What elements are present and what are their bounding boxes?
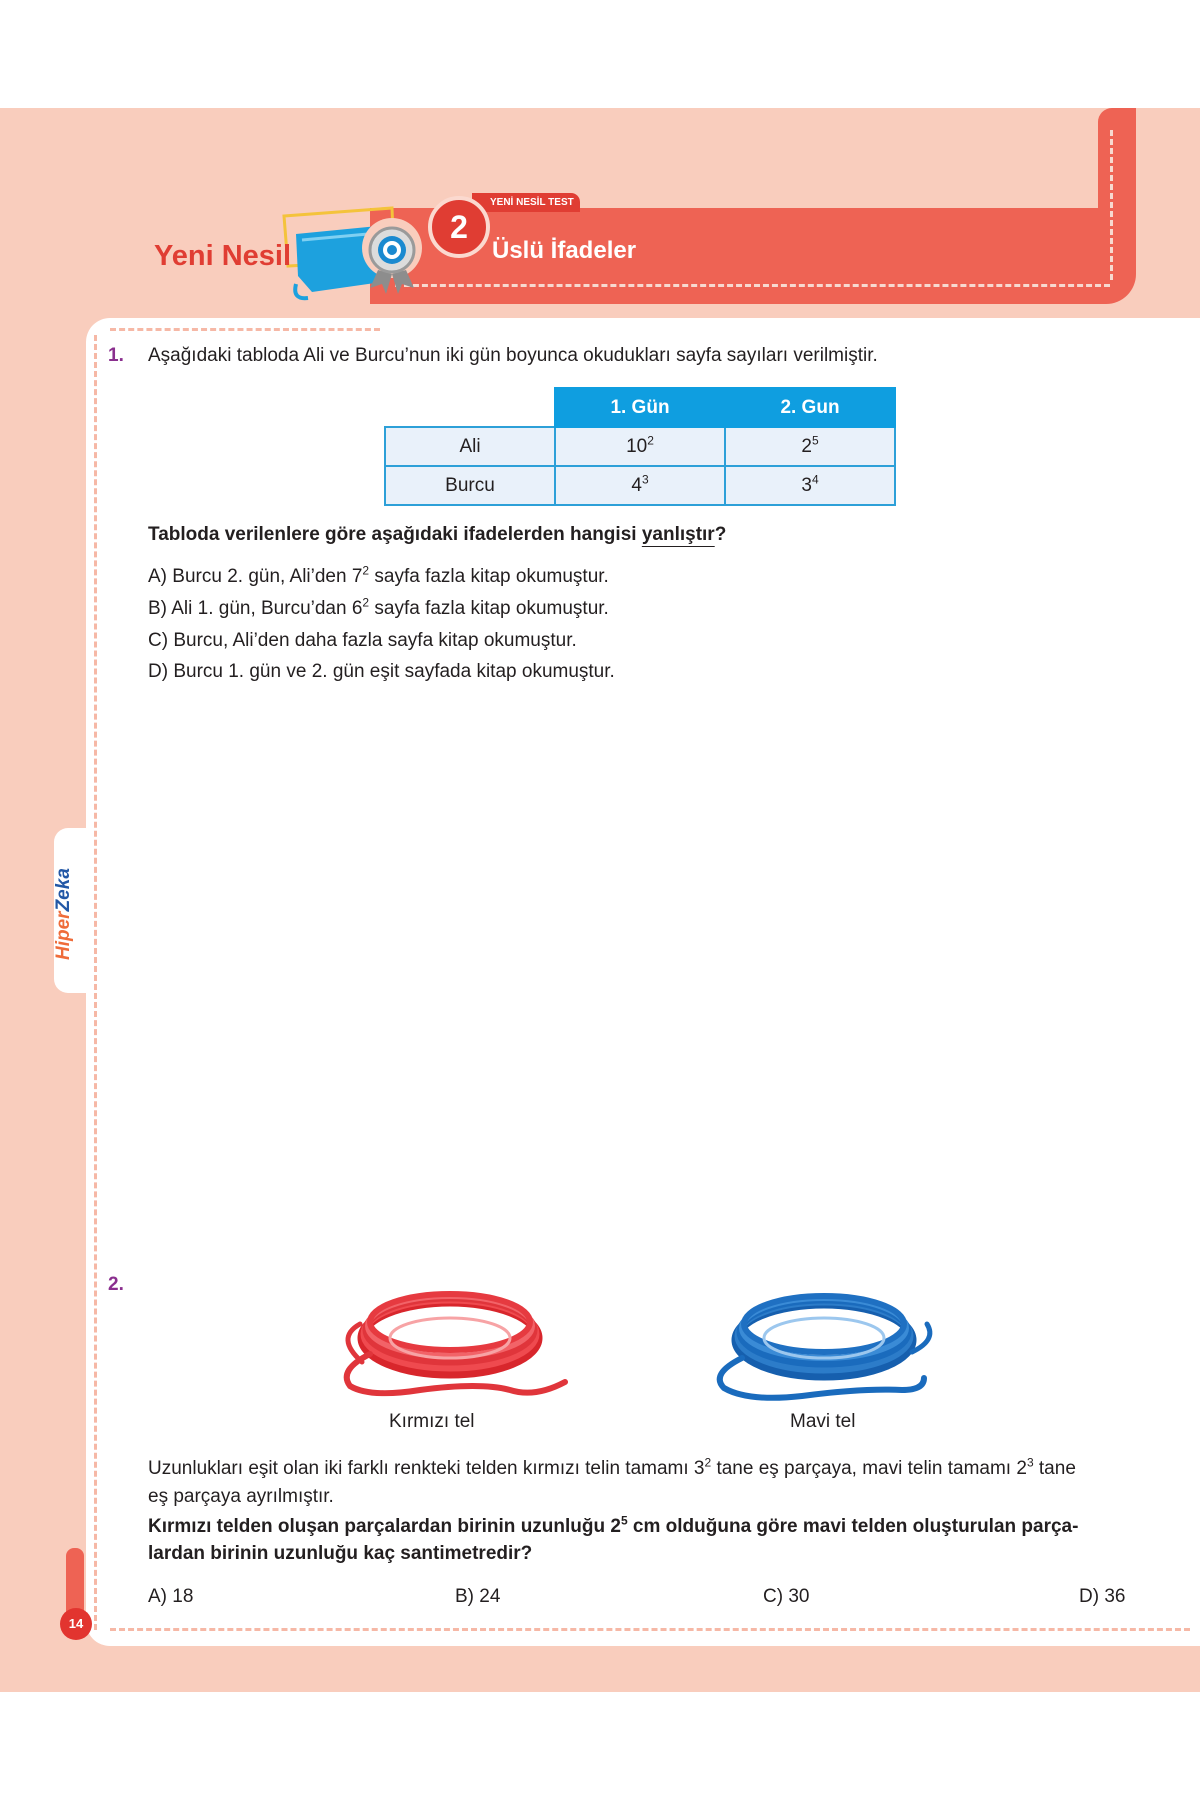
- option-a: A) Burcu 2. gün, Ali’den $7^2$ sayfa fazla kitap okumuştur.: [148, 563, 609, 587]
- question-2-prompt-line1: Kırmızı telden oluşan parçalardan birinin uzunluğu $2^5$ cm olduğuna göre mavi telden oluşturulan parça-: [148, 1513, 1079, 1537]
- blue-wire-coil-icon: [702, 1278, 947, 1408]
- brand-title: Yeni Nesil: [154, 240, 292, 272]
- question-1-prompt: Tabloda verilenlere göre aşağıdaki ifadelerden hangisi yanlıştır?: [148, 524, 727, 545]
- red-wire-coil-icon: [330, 1278, 575, 1408]
- table-row: [385, 427, 895, 466]
- content-dashed-top: [110, 328, 380, 331]
- question-2-prompt-line2: lardan birinin uzunluğu kaç santimetredir?: [148, 1543, 533, 1564]
- red-wire-label: Kırmızı tel: [389, 1411, 475, 1432]
- answer-d: D) 36: [1079, 1586, 1126, 1607]
- table-cell: $4^3$: [555, 466, 725, 505]
- content-area: [86, 318, 1200, 1646]
- table-cell: $10^2$: [555, 427, 725, 466]
- unit-title: Üslü İfadeler: [492, 237, 637, 264]
- table-cell: $2^5$: [725, 427, 895, 466]
- table-corner: [385, 388, 555, 427]
- answer-c: C) 30: [763, 1586, 810, 1607]
- page-number: 14: [60, 1608, 92, 1640]
- option-b: B) Ali 1. gün, Burcu’dan $6^2$ sayfa fazla kitap okumuştur.: [148, 595, 609, 619]
- header-dashed-line: [395, 284, 1110, 287]
- table-header-day1: 1. Gün: [555, 388, 725, 427]
- answer-b: B) 24: [455, 1586, 501, 1607]
- pages-table: [384, 387, 896, 506]
- header-band-right: [1098, 108, 1136, 218]
- table-cell: $3^4$: [725, 466, 895, 505]
- table-header-day2: 2. Gun: [725, 388, 895, 427]
- content-dashed-left: [94, 335, 97, 1630]
- question-1-number: 1.: [108, 345, 124, 366]
- test-number-badge: 2: [428, 196, 490, 258]
- side-brand-logo: HiperZeka: [53, 868, 74, 960]
- table-row-name: Ali: [385, 427, 555, 466]
- question-2-number: 2.: [108, 1274, 124, 1295]
- blue-wire-label: Mavi tel: [790, 1411, 856, 1432]
- table-row-name: Burcu: [385, 466, 555, 505]
- option-d: D) Burcu 1. gün ve 2. gün eşit sayfada kitap okumuştur.: [148, 661, 615, 682]
- content-dashed-bottom: [110, 1628, 1190, 1631]
- table-row: [385, 466, 895, 505]
- question-1-intro: Aşağıdaki tabloda Ali ve Burcu’nun iki gün boyunca okudukları sayfa sayıları verilmiştir.: [148, 345, 878, 366]
- question-2-text-line2: eş parçaya ayrılmıştır.: [148, 1486, 334, 1507]
- question-2-text-line1: Uzunlukları eşit olan iki farklı renkteki telden kırmızı telin tamamı $3^2$ tane eş parçaya, mavi telin tamamı $2^3$ tane: [148, 1455, 1076, 1479]
- test-tag: YENİ NESİL TEST: [472, 193, 580, 212]
- target-badge-icon: [282, 206, 422, 306]
- answer-a: A) 18: [148, 1586, 194, 1607]
- option-c: C) Burcu, Ali’den daha fazla sayfa kitap okumuştur.: [148, 630, 577, 651]
- header-dashed-line-vertical: [1110, 130, 1113, 280]
